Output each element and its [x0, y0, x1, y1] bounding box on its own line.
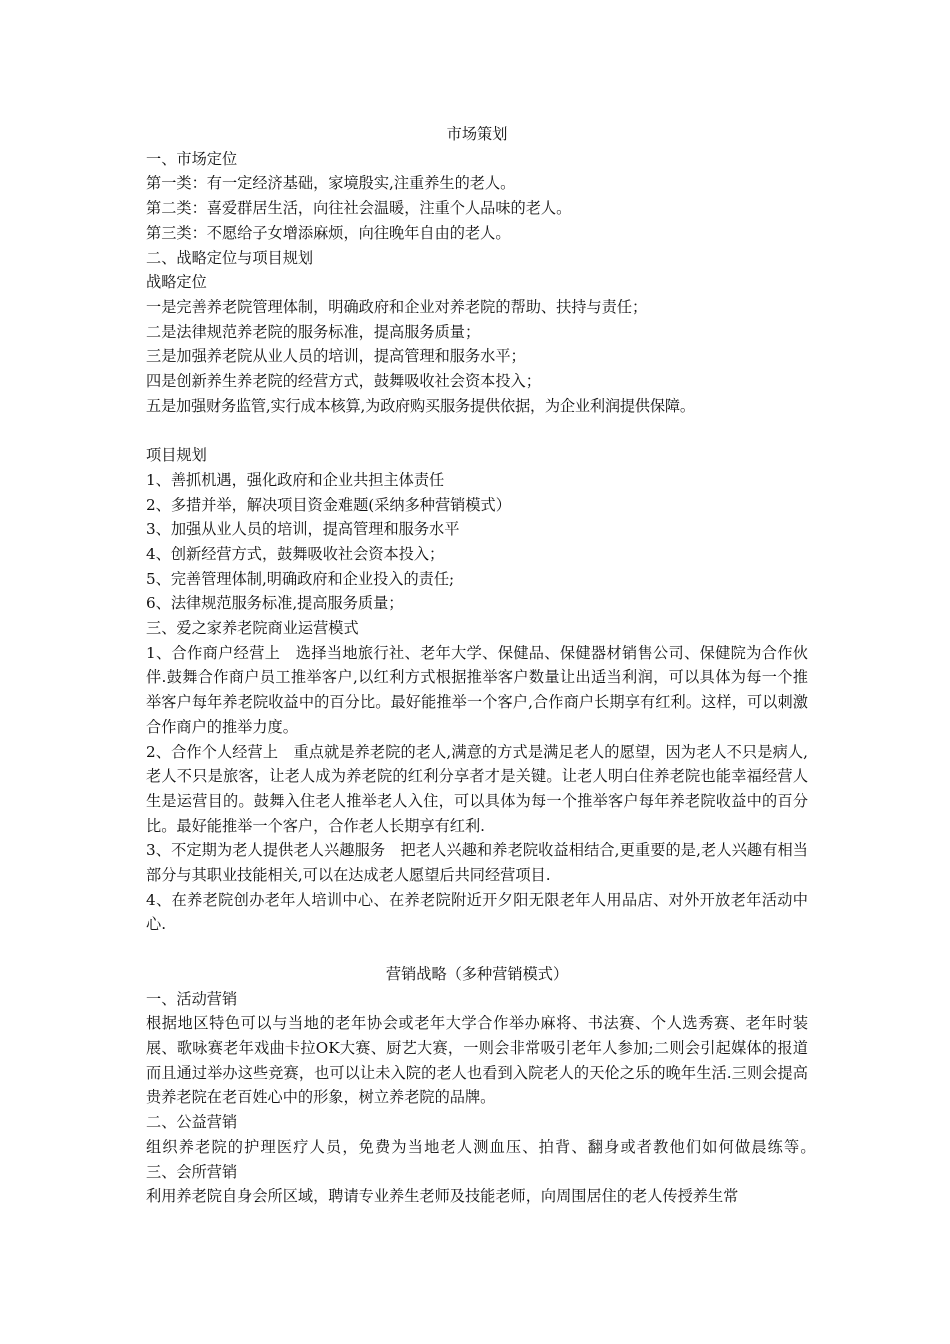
project-plan-item: 6、法律规范服务标准,提高服务质量；	[146, 594, 404, 613]
business-model-paragraph: 2、合作个人经营上 重点就是养老院的老人,满意的方式是满足老人的愿望，因为老人不只是病人,老人不只是旅客，让老人成为养老院的红利分享者才是关键。让老人明白住养老院也能幸福经营人生是运营目的。鼓舞入住老人推举老人入住，可以具体为每一个推举客户每年养老院收益中的百分比。最好能推举一个客户，合作老人长期享有红利.	[146, 742, 808, 835]
strategy-item: 四是创新养生养老院的经营方式，鼓舞吸收社会资本投入；	[146, 372, 541, 391]
strategy-item: 三是加强养老院从业人员的培训，提高管理和服务水平；	[146, 347, 526, 366]
document-page	[146, 122, 839, 1209]
project-plan-item: 3、加强从业人员的培训，提高管理和服务水平	[146, 520, 460, 539]
project-plan-item: 5、完善管理体制,明确政府和企业投入的责任;	[146, 569, 455, 588]
section-heading-market-positioning: 一、市场定位	[146, 149, 238, 168]
section-heading-charity-marketing: 二、公益营销	[146, 1113, 238, 1132]
positioning-item: 第三类：不愿给子女增添麻烦，向往晚年自由的老人。	[146, 223, 511, 242]
charity-marketing-paragraph: 组织养老院的护理医疗人员，免费为当地老人测血压、拍背、翻身或者教他们如何做晨练等。 三、会所营销	[146, 1137, 839, 1181]
strategy-item: 一是完善养老院管理体制，明确政府和企业对养老院的帮助、扶持与责任；	[146, 297, 648, 316]
club-marketing-paragraph: 利用养老院自身会所区域，聘请专业养生老师及技能老师，向周围居住的老人传授养生常	[146, 1187, 739, 1206]
sub-heading-strategic-positioning: 战略定位	[146, 273, 207, 292]
strategy-item: 二是法律规范养老院的服务标准，提高服务质量；	[146, 322, 481, 341]
document-title: 市场策划	[446, 125, 508, 143]
blank-line	[146, 937, 808, 962]
project-plan-item: 4、创新经营方式，鼓舞吸收社会资本投入；	[146, 544, 445, 563]
sub-heading-project-plan: 项目规划	[146, 446, 207, 465]
strategy-item: 五是加强财务监管,实行成本核算,为政府购买服务提供依据，为企业利润提供保障。	[146, 396, 695, 415]
marketing-title: 营销战略（多种营销模式）	[385, 964, 569, 983]
blank-line	[146, 418, 808, 443]
section-heading-strategy: 二、战略定位与项目规划	[146, 248, 314, 267]
section-heading-activity-marketing: 一、活动营销	[146, 989, 238, 1008]
business-model-paragraph: 3、不定期为老人提供老人兴趣服务 把老人兴趣和养老院收益相结合,更重要的是,老人兴趣有相当部分与其职业技能相关,可以在达成老人愿望后共同经营项目.	[146, 841, 808, 885]
business-model-paragraph: 4、在养老院创办老年人培训中心、在养老院附近开夕阳无限老年人用品店、对外开放老年活动中心.	[146, 890, 808, 934]
activity-marketing-paragraph: 根据地区特色可以与当地的老年协会或老年大学合作举办麻将、书法赛、个人选秀赛、老年时装展、歌咏赛老年戏曲卡拉OK大赛、厨艺大赛，一则会非常吸引老年人参加;二则会引起媒体的报道而且通过举办这些竞赛，也可以让未入院的老人也看到入院老人的天伦之乐的晚年生活.三则会提高贵养老院在老百姓心中的形象，树立养老院的品牌。	[146, 1014, 808, 1107]
project-plan-item: 1、善抓机遇，强化政府和企业共担主体责任	[146, 470, 445, 489]
positioning-item: 第二类：喜爱群居生活，向往社会温暖，注重个人品味的老人。	[146, 199, 572, 218]
positioning-item: 第一类：有一定经济基础，家境殷实,注重养生的老人。	[146, 174, 516, 193]
project-plan-item: 2、多措并举，解决项目资金难题(采纳多种营销模式）	[146, 495, 511, 514]
business-model-paragraph: 1、合作商户经营上 选择当地旅行社、老年大学、保健品、保健器材销售公司、保健院为合作伙伴.鼓舞合作商户员工推举客户,以红利方式根据推举客户数量让出适当利润，可以具体为每一个推举客户每年养老院收益中的百分比。最好能推举一个客户,合作商户长期享有红利。这样，可以刺激合作商户的推举力度。	[146, 643, 808, 736]
section-heading-business-model: 三、爱之家养老院商业运营模式	[146, 619, 359, 638]
